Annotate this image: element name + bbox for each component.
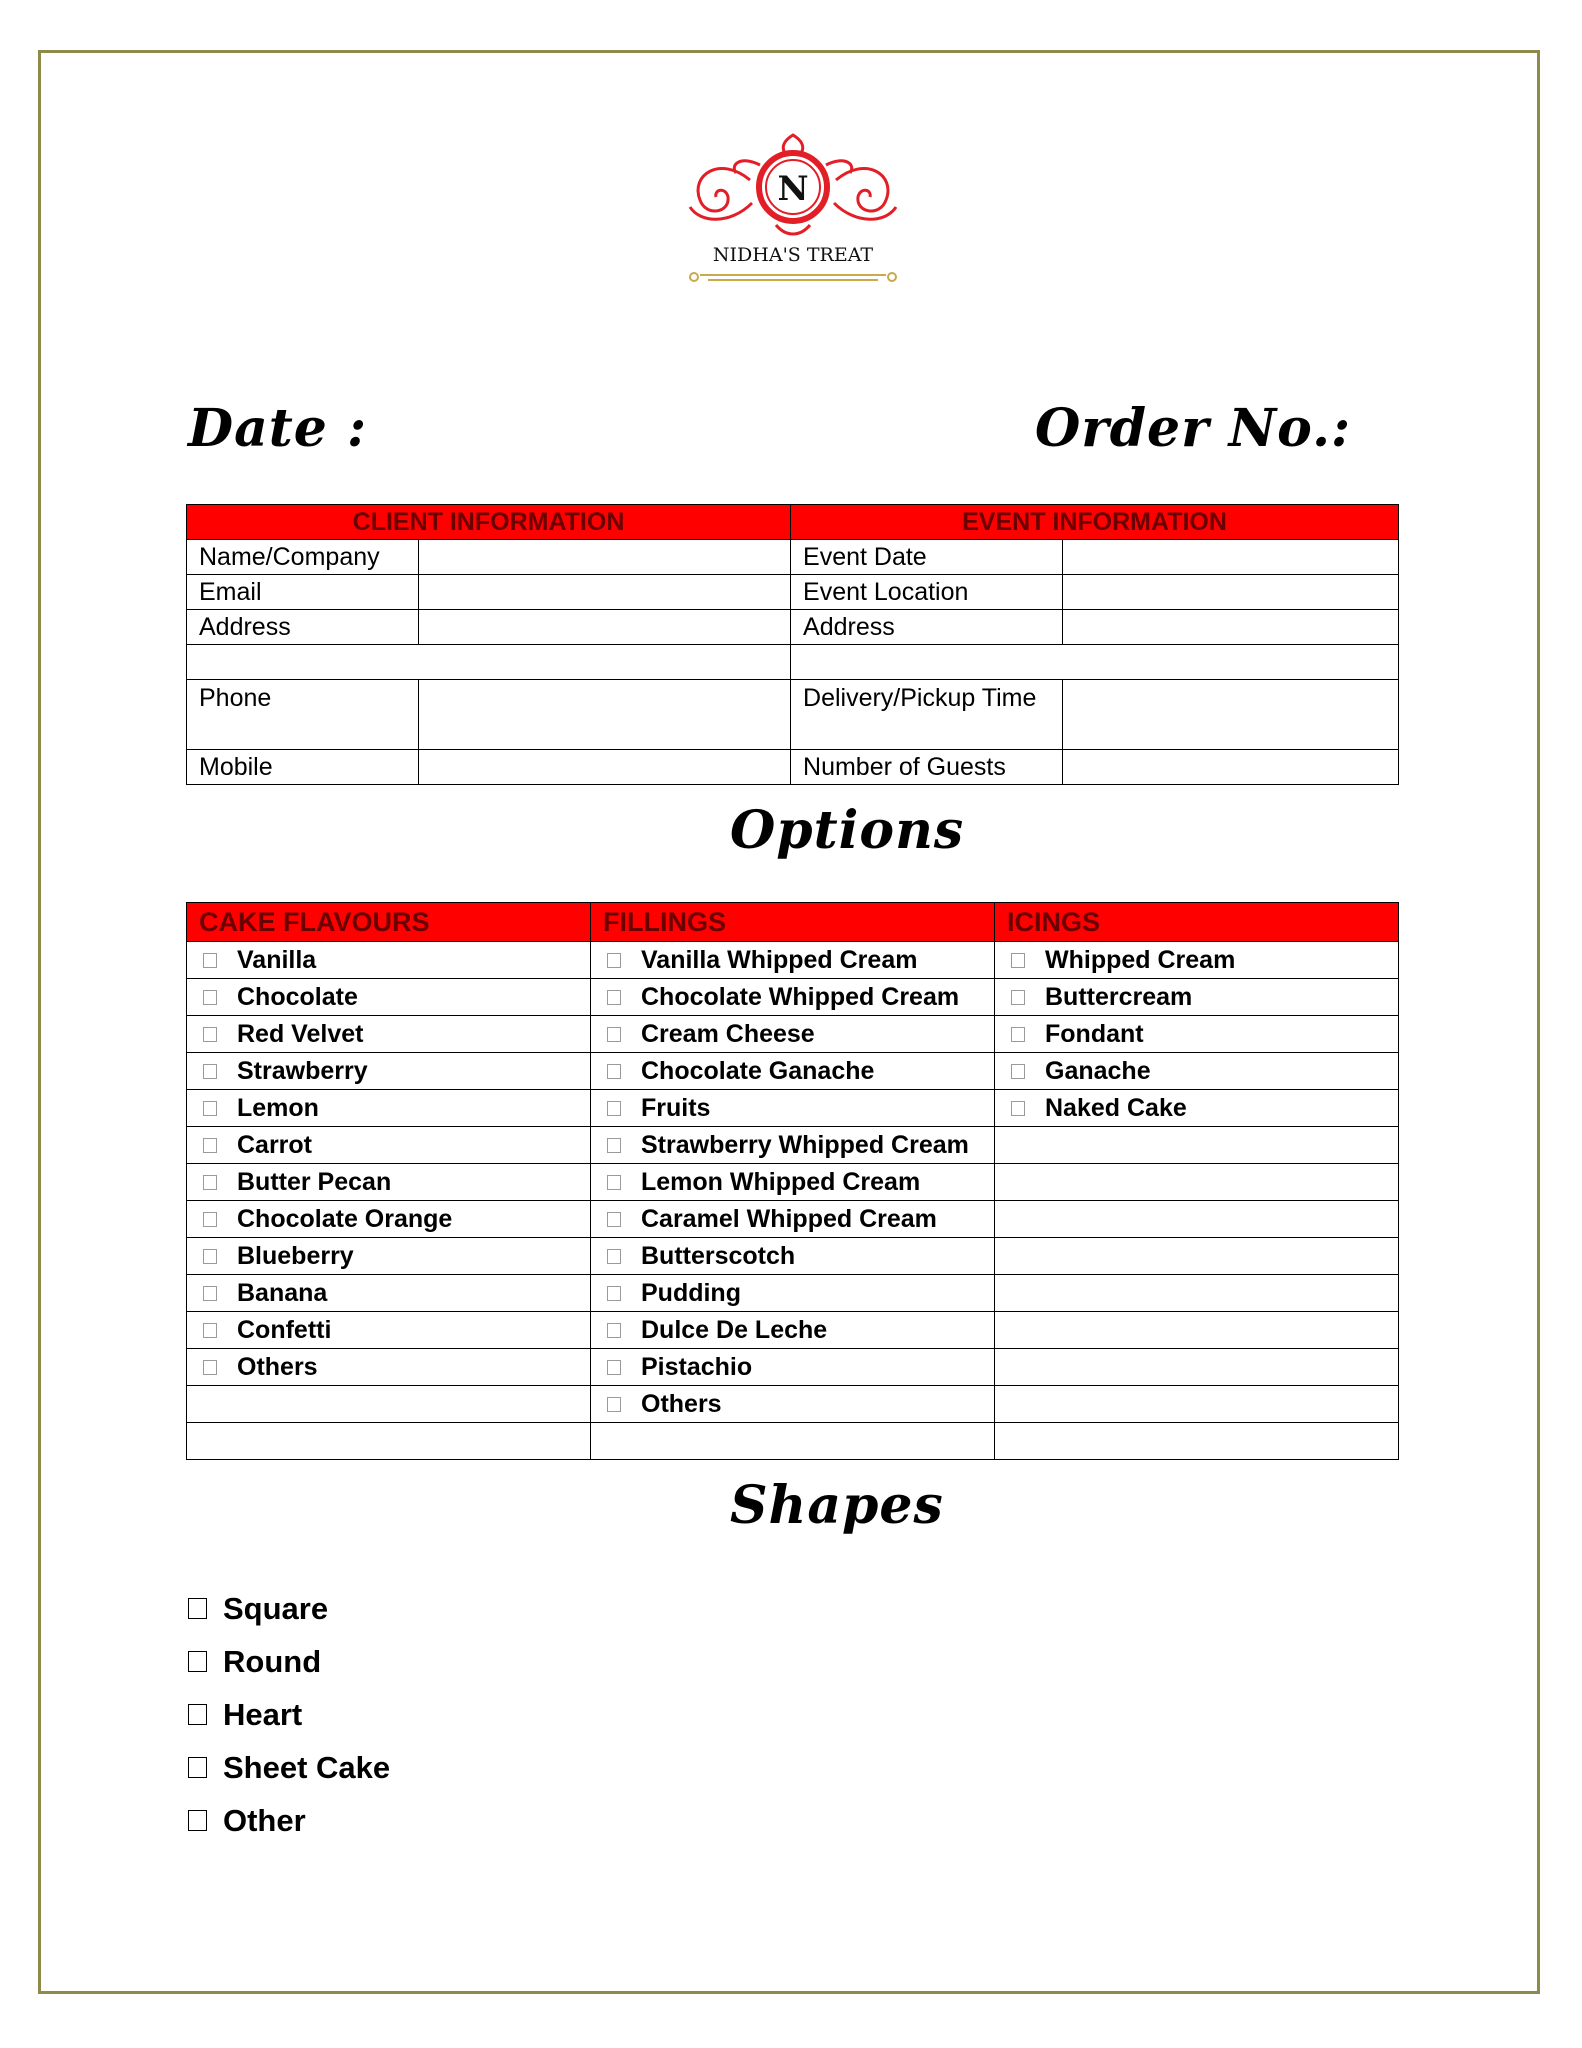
icing-label: Fondant <box>1045 1019 1144 1048</box>
flavour-checkbox[interactable] <box>203 1360 217 1375</box>
icings-header: ICINGS <box>995 903 1399 942</box>
shape-label: Sheet Cake <box>223 1749 391 1785</box>
flavour-checkbox[interactable] <box>203 1138 217 1153</box>
filling-checkbox[interactable] <box>607 1064 621 1079</box>
filling-option <box>591 1312 995 1349</box>
filling-checkbox[interactable] <box>607 1101 621 1116</box>
icing-label: Ganache <box>1045 1056 1151 1085</box>
flavour-option <box>187 942 591 979</box>
empty-cell <box>187 1386 591 1423</box>
filling-label: Vanilla Whipped Cream <box>641 945 918 974</box>
icing-label: Whipped Cream <box>1045 945 1236 974</box>
shape-checkbox[interactable] <box>188 1651 207 1672</box>
flavour-label: Chocolate <box>237 982 358 1011</box>
label-mobile: Mobile <box>187 750 419 785</box>
empty-cell <box>995 1201 1399 1238</box>
flavour-label: Blueberry <box>237 1241 354 1270</box>
client-event-info-table <box>186 504 1399 785</box>
label-client-address: Address <box>187 610 419 645</box>
cake-flavours-header: CAKE FLAVOURS <box>187 903 591 942</box>
options-row <box>187 1053 1399 1090</box>
flavour-option <box>187 1016 591 1053</box>
filling-label: Cream Cheese <box>641 1019 815 1048</box>
event-information-header: EVENT INFORMATION <box>791 505 1399 540</box>
options-row <box>187 1127 1399 1164</box>
options-row <box>187 1349 1399 1386</box>
shape-label: Square <box>223 1590 329 1626</box>
flavour-option <box>187 1312 591 1349</box>
shape-option <box>186 1635 390 1688</box>
filling-label: Butterscotch <box>641 1241 796 1270</box>
empty-cell <box>995 1127 1399 1164</box>
flavour-option <box>187 1349 591 1386</box>
options-row <box>187 1201 1399 1238</box>
shapes-list <box>186 1582 390 1847</box>
flavour-option <box>187 1275 591 1312</box>
filling-label: Lemon Whipped Cream <box>641 1167 921 1196</box>
filling-option <box>591 1053 995 1090</box>
empty-cell <box>995 1312 1399 1349</box>
flavour-checkbox[interactable] <box>203 990 217 1005</box>
shape-option <box>186 1582 390 1635</box>
options-row <box>187 979 1399 1016</box>
filling-option <box>591 1016 995 1053</box>
flavour-label: Lemon <box>237 1093 319 1122</box>
options-table <box>186 902 1399 1460</box>
icing-checkbox[interactable] <box>1011 953 1025 968</box>
options-row <box>187 1423 1399 1460</box>
filling-option <box>591 1349 995 1386</box>
label-number-of-guests: Number of Guests <box>791 750 1063 785</box>
flavour-label: Banana <box>237 1278 328 1307</box>
client-address-field[interactable] <box>419 610 791 645</box>
label-event-location: Event Location <box>791 575 1063 610</box>
filling-checkbox[interactable] <box>607 1249 621 1264</box>
filling-checkbox[interactable] <box>607 990 621 1005</box>
shape-option <box>186 1741 390 1794</box>
flavour-checkbox[interactable] <box>203 1064 217 1079</box>
flavour-label: Strawberry <box>237 1056 368 1085</box>
flavour-option <box>187 979 591 1016</box>
filling-label: Strawberry Whipped Cream <box>641 1130 969 1159</box>
icing-option <box>995 1090 1399 1127</box>
flavour-checkbox[interactable] <box>203 1101 217 1116</box>
flavour-label: Butter Pecan <box>237 1167 392 1196</box>
shapes-title: Shapes <box>730 1475 944 1536</box>
client-information-header: CLIENT INFORMATION <box>187 505 791 540</box>
filling-option <box>591 1386 995 1423</box>
name-company-field[interactable] <box>419 540 791 575</box>
flavour-label: Carrot <box>237 1130 313 1159</box>
filling-checkbox[interactable] <box>607 1027 621 1042</box>
event-address-continued-field[interactable] <box>791 645 1399 680</box>
client-address-continued-field[interactable] <box>187 645 791 680</box>
flavour-label: Red Velvet <box>237 1019 364 1048</box>
shape-option <box>186 1794 390 1847</box>
flavour-label: Chocolate Orange <box>237 1204 453 1233</box>
flavour-label: Others <box>237 1352 318 1381</box>
empty-cell <box>995 1423 1399 1460</box>
icing-checkbox[interactable] <box>1011 990 1025 1005</box>
filling-label: Others <box>641 1389 722 1418</box>
empty-cell <box>187 1423 591 1460</box>
options-row <box>187 1275 1399 1312</box>
options-row <box>187 1090 1399 1127</box>
empty-cell <box>995 1349 1399 1386</box>
order-number-label: Order No.: <box>1035 398 1352 459</box>
filling-label: Chocolate Whipped Cream <box>641 982 960 1011</box>
options-title: Options <box>730 800 965 861</box>
date-label: Date : <box>188 398 368 459</box>
icing-option <box>995 979 1399 1016</box>
filling-label: Pistachio <box>641 1352 753 1381</box>
filling-option <box>591 1238 995 1275</box>
shape-checkbox[interactable] <box>188 1598 207 1619</box>
flavour-checkbox[interactable] <box>203 1323 217 1338</box>
number-of-guests-field[interactable] <box>1063 750 1399 785</box>
options-row <box>187 942 1399 979</box>
shape-label: Round <box>223 1643 322 1679</box>
empty-cell <box>995 1164 1399 1201</box>
shape-label: Other <box>223 1802 306 1838</box>
options-row <box>187 1238 1399 1275</box>
flavour-option <box>187 1238 591 1275</box>
filling-checkbox[interactable] <box>607 1286 621 1301</box>
icing-checkbox[interactable] <box>1011 1064 1025 1079</box>
flavour-checkbox[interactable] <box>203 1175 217 1190</box>
flavour-option <box>187 1201 591 1238</box>
label-delivery-pickup-time: Delivery/Pickup Time <box>791 680 1063 750</box>
flavour-option <box>187 1164 591 1201</box>
shape-checkbox[interactable] <box>188 1704 207 1725</box>
filling-label: Pudding <box>641 1278 741 1307</box>
delivery-pickup-time-field[interactable] <box>1063 680 1399 750</box>
options-row <box>187 1386 1399 1423</box>
logo-brand-name: NIDHA'S TREAT <box>712 244 874 266</box>
filling-option <box>591 942 995 979</box>
filling-label: Fruits <box>641 1093 711 1122</box>
filling-checkbox[interactable] <box>607 1175 621 1190</box>
options-row <box>187 1016 1399 1053</box>
flavour-checkbox[interactable] <box>203 1027 217 1042</box>
filling-option <box>591 1090 995 1127</box>
flavour-label: Vanilla <box>237 945 317 974</box>
flavour-option <box>187 1090 591 1127</box>
shape-checkbox[interactable] <box>188 1810 207 1831</box>
logo-initial: N <box>777 169 809 209</box>
shape-checkbox[interactable] <box>188 1757 207 1778</box>
filling-option <box>591 1275 995 1312</box>
label-email: Email <box>187 575 419 610</box>
email-field[interactable] <box>419 575 791 610</box>
filling-checkbox[interactable] <box>607 953 621 968</box>
icing-label: Naked Cake <box>1045 1093 1187 1122</box>
filling-checkbox[interactable] <box>607 1138 621 1153</box>
options-row <box>187 1312 1399 1349</box>
label-event-address: Address <box>791 610 1063 645</box>
filling-label: Caramel Whipped Cream <box>641 1204 937 1233</box>
label-name-company: Name/Company <box>187 540 419 575</box>
filling-option <box>591 1127 995 1164</box>
flavour-checkbox[interactable] <box>203 1286 217 1301</box>
icing-checkbox[interactable] <box>1011 1027 1025 1042</box>
icing-label: Buttercream <box>1045 982 1193 1011</box>
fillings-header: FILLINGS <box>591 903 995 942</box>
nidhas-treat-logo <box>680 125 906 285</box>
flavour-option <box>187 1127 591 1164</box>
flavour-checkbox[interactable] <box>203 1249 217 1264</box>
filling-checkbox[interactable] <box>607 1360 621 1375</box>
filling-option <box>591 1201 995 1238</box>
icing-checkbox[interactable] <box>1011 1101 1025 1116</box>
icing-option <box>995 1016 1399 1053</box>
label-phone: Phone <box>187 680 419 750</box>
filling-option <box>591 979 995 1016</box>
mobile-field[interactable] <box>419 750 791 785</box>
icing-option <box>995 942 1399 979</box>
filling-checkbox[interactable] <box>607 1397 621 1412</box>
flavour-checkbox[interactable] <box>203 953 217 968</box>
flavour-label: Confetti <box>237 1315 332 1344</box>
shape-label: Heart <box>223 1696 303 1732</box>
filling-checkbox[interactable] <box>607 1323 621 1338</box>
shape-option <box>186 1688 390 1741</box>
filling-label: Chocolate Ganache <box>641 1056 875 1085</box>
icing-option <box>995 1053 1399 1090</box>
event-address-field[interactable] <box>1063 610 1399 645</box>
filling-label: Dulce De Leche <box>641 1315 828 1344</box>
label-event-date: Event Date <box>791 540 1063 575</box>
empty-cell <box>591 1423 995 1460</box>
filling-checkbox[interactable] <box>607 1212 621 1227</box>
flavour-checkbox[interactable] <box>203 1212 217 1227</box>
event-date-field[interactable] <box>1063 540 1399 575</box>
flavour-option <box>187 1053 591 1090</box>
empty-cell <box>995 1238 1399 1275</box>
phone-field[interactable] <box>419 680 791 750</box>
filling-option <box>591 1164 995 1201</box>
empty-cell <box>995 1386 1399 1423</box>
options-row <box>187 1164 1399 1201</box>
event-location-field[interactable] <box>1063 575 1399 610</box>
empty-cell <box>995 1275 1399 1312</box>
